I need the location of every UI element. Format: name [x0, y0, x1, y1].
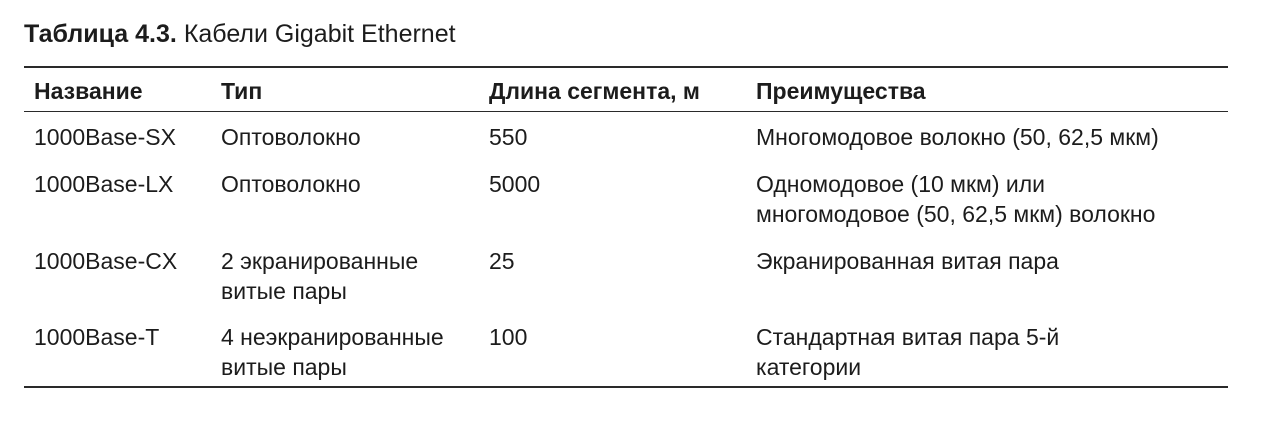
table-row-3-type: [221, 246, 418, 306]
table-row-1-type: [221, 122, 361, 152]
table-top-rule: [24, 66, 1228, 68]
advantages-line: Одномодовое (10 мкм) или: [756, 171, 1046, 197]
header-rule: [24, 111, 1228, 112]
table-row-1-length: 550: [489, 124, 528, 150]
type-line: 4 неэкранированные: [221, 324, 444, 350]
table-row-1-name: 1000Base-SX: [34, 124, 176, 150]
table-row-2-name: 1000Base-LX: [34, 171, 174, 197]
advantages-line: категории: [756, 354, 862, 380]
advantages-line: Многомодовое волокно (50, 62,5 мкм): [756, 124, 1159, 150]
table-row-2-length: 5000: [489, 171, 541, 197]
caption-title: Кабели Gigabit Ethernet: [183, 20, 456, 48]
header-length: Длина сегмента, м: [489, 78, 700, 104]
type-line: Оптоволокно: [221, 124, 361, 150]
header-name: Название: [34, 78, 143, 104]
table-row-2-type: [221, 169, 361, 199]
table-row-3-advantages: [756, 246, 1059, 276]
advantages-line: Экранированная витая пара: [756, 248, 1059, 274]
type-line: 2 экранированные: [221, 248, 419, 274]
table-row-4-name: 1000Base-T: [34, 324, 160, 350]
table-row-3-name: 1000Base-CX: [34, 248, 178, 274]
table-row-3-length: 25: [489, 248, 515, 274]
type-line: витые пары: [221, 354, 347, 380]
table-bottom-rule: [24, 386, 1228, 388]
table-caption: [24, 16, 456, 52]
table-row-4-length: 100: [489, 324, 528, 350]
advantages-line: многомодовое (50, 62,5 мкм) волокно: [756, 201, 1156, 227]
type-line: Оптоволокно: [221, 171, 361, 197]
table-row-2-advantages: [756, 169, 1155, 229]
table-row-4-advantages: [756, 322, 1059, 382]
header-advantages: Преимущества: [756, 78, 926, 104]
header-type: Тип: [221, 78, 263, 104]
table-row-1-advantages: [756, 122, 1159, 152]
table-row-4-type: [221, 322, 444, 382]
type-line: витые пары: [221, 278, 347, 304]
caption-number: Таблица 4.3.: [24, 20, 177, 48]
advantages-line: Стандартная витая пара 5-й: [756, 324, 1060, 350]
